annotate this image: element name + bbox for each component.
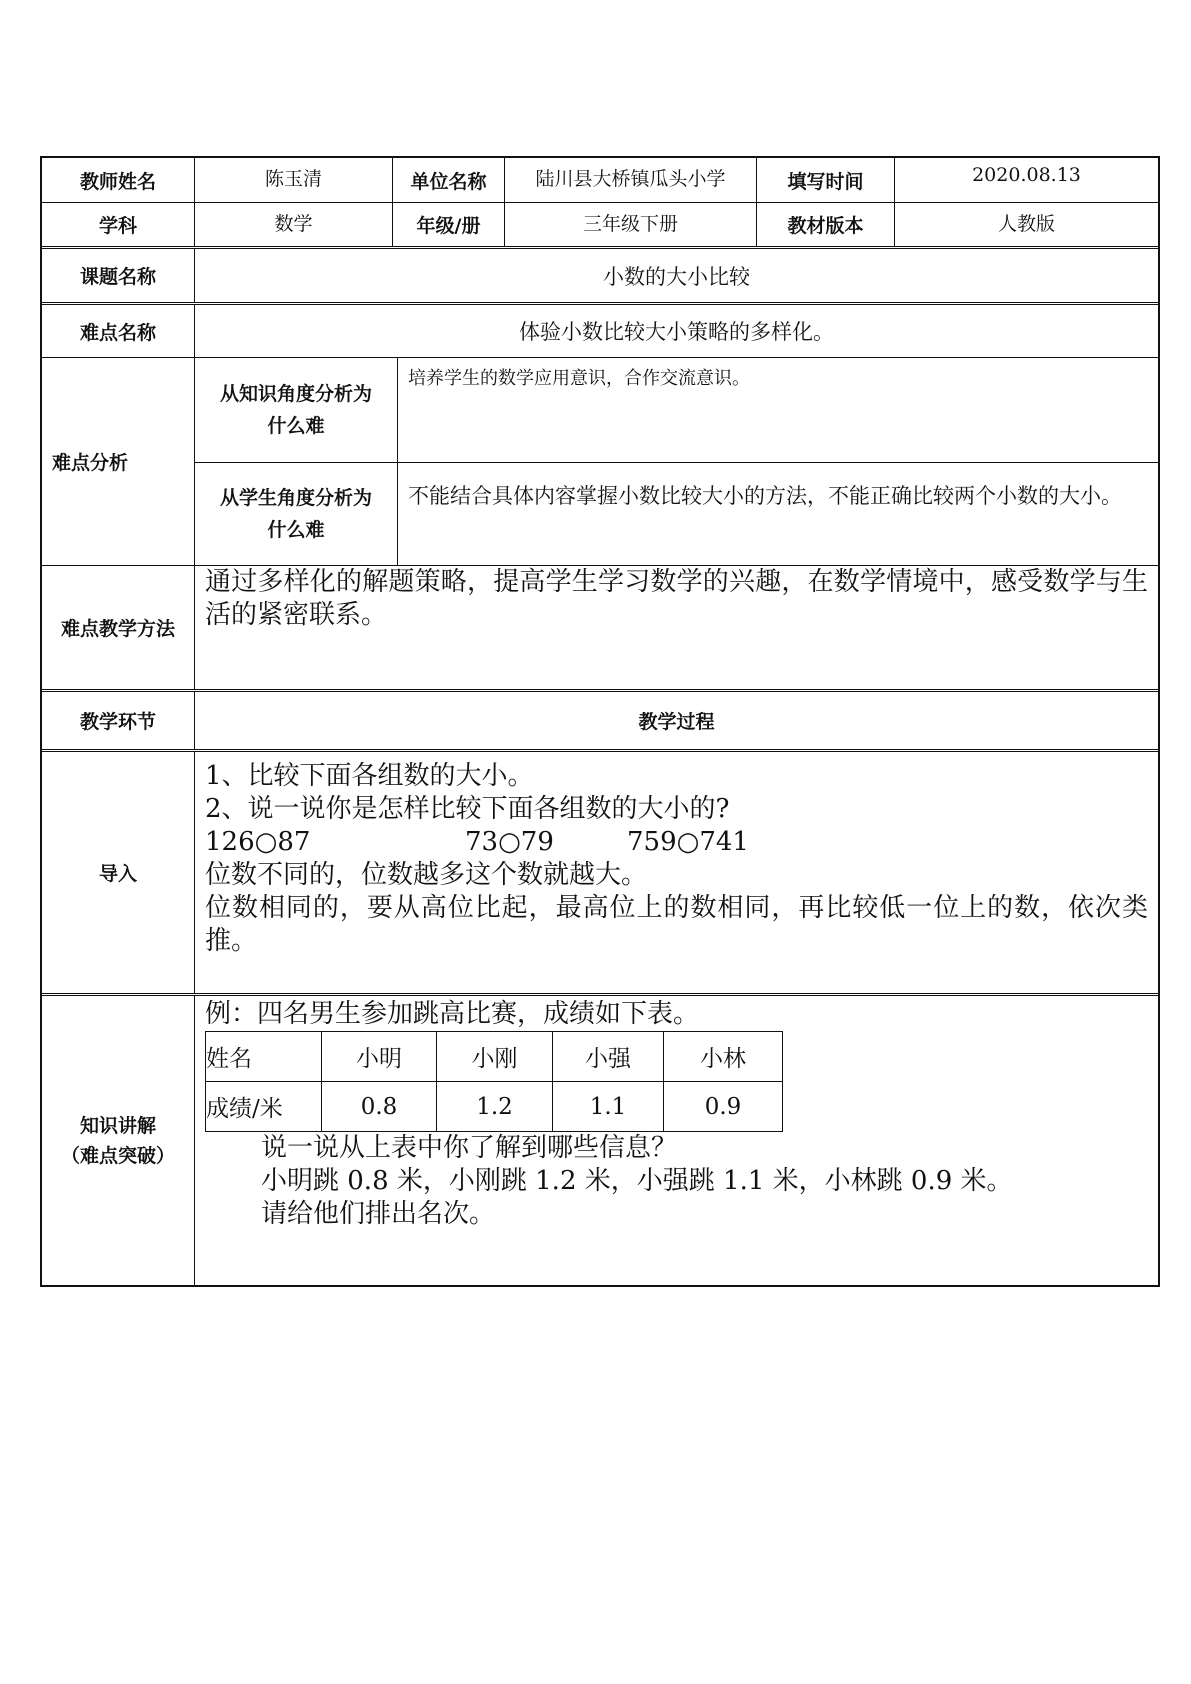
- score-cell: 1.2: [437, 1082, 553, 1132]
- comparison-3: 759○741: [627, 827, 749, 857]
- date-value: 2020.08.13: [894, 158, 1158, 202]
- edition-value: 人教版: [894, 203, 1158, 246]
- score-table-name-row: [206, 1032, 783, 1082]
- grade-label: 年级/册: [392, 203, 504, 246]
- difficulty-value: 体验小数比较大小策略的多样化。: [194, 305, 1158, 357]
- question-1: 说一说从上表中你了解到哪些信息？: [261, 1133, 678, 1163]
- name-cell: 小刚: [437, 1032, 553, 1082]
- intro-line-4: 位数相同的，要从高位比起，最高位上的数相同，再比较低一位上的数，依次类推。: [205, 893, 1148, 956]
- intro-row: [42, 749, 1158, 993]
- process-label: 教学过程: [194, 692, 1158, 749]
- knowledge-label-line-2: （难点突破）: [60, 1144, 175, 1167]
- name-cell: 小林: [664, 1032, 783, 1082]
- header-row-1: [42, 158, 1158, 202]
- teacher-value: 陈玉清: [194, 158, 392, 202]
- analysis-label: 难点分析: [52, 452, 129, 474]
- question-2: 小明跳 0.8 米，小刚跳 1.2 米，小强跳 1.1 米，小林跳 0.9 米。: [261, 1166, 1013, 1196]
- topic-row: [42, 246, 1158, 302]
- method-value: 通过多样化的解题策略，提高学生学习数学的兴趣，在数学情境中，感受数学与生活的紧密联系。: [194, 566, 1158, 689]
- process-header-row: [42, 689, 1158, 749]
- date-label: 填写时间: [756, 158, 894, 202]
- topic-value: 小数的大小比较: [194, 249, 1158, 302]
- name-cell: 小明: [322, 1032, 437, 1082]
- intro-label: 导入: [98, 863, 137, 885]
- teacher-label: 教师姓名: [79, 170, 156, 193]
- knowledge-body: [194, 996, 1158, 1285]
- method-row: [42, 565, 1158, 689]
- score-table-score-row: [206, 1082, 783, 1132]
- knowledge-angle-label: 从知识角度分析为什么难: [219, 383, 372, 437]
- comparison-1: 126○87: [205, 827, 311, 857]
- difficulty-label: 难点名称: [79, 321, 156, 344]
- unit-label: 单位名称: [392, 158, 504, 202]
- comparison-line: [205, 826, 1148, 859]
- analysis-row: [42, 357, 1158, 565]
- knowledge-label-line-1: 知识讲解: [79, 1114, 156, 1137]
- intro-line-3: 位数不同的，位数越多这个数就越大。: [205, 860, 648, 890]
- score-cell: 0.8: [322, 1082, 437, 1132]
- intro-line-2: 2、说一说你是怎样比较下面各组数的大小的?: [205, 794, 730, 824]
- student-angle-row: [195, 462, 1158, 565]
- example-text: 例：四名男生参加跳高比赛，成绩如下表。: [205, 999, 700, 1029]
- stage-label: 教学环节: [79, 711, 156, 733]
- intro-line-1: 1、比较下面各组数的大小。: [205, 761, 534, 791]
- comparison-2: 73○79: [465, 827, 554, 857]
- question-3: 请给他们排出名次。: [261, 1199, 496, 1229]
- analysis-body: [194, 358, 1158, 565]
- header-row-2: [42, 202, 1158, 246]
- edition-label: 教材版本: [756, 203, 894, 246]
- method-label: 难点教学方法: [60, 618, 175, 640]
- student-angle-label: 从学生角度分析为什么难: [219, 487, 372, 541]
- topic-label: 课题名称: [79, 266, 156, 288]
- student-angle-value: 不能结合具体内容掌握小数比较大小的方法，不能正确比较两个小数的大小。: [397, 463, 1158, 565]
- knowledge-angle-value: 培养学生的数学应用意识，合作交流意识。: [397, 358, 1158, 462]
- score-header: 成绩/米: [206, 1082, 322, 1132]
- name-cell: 小强: [553, 1032, 664, 1082]
- score-table: [205, 1031, 783, 1132]
- subject-value: 数学: [194, 203, 392, 246]
- unit-value: 陆川县大桥镇瓜头小学: [504, 158, 756, 202]
- score-cell: 1.1: [553, 1082, 664, 1132]
- intro-body: [194, 752, 1158, 993]
- difficulty-row: [42, 302, 1158, 357]
- score-cell: 0.9: [664, 1082, 783, 1132]
- subject-label: 学科: [98, 215, 137, 237]
- knowledge-angle-row: [195, 358, 1158, 462]
- lesson-plan-form: [40, 156, 1160, 1287]
- name-header: 姓名: [206, 1032, 322, 1082]
- grade-value: 三年级下册: [504, 203, 756, 246]
- knowledge-label: [42, 996, 194, 1285]
- knowledge-row: [42, 993, 1158, 1285]
